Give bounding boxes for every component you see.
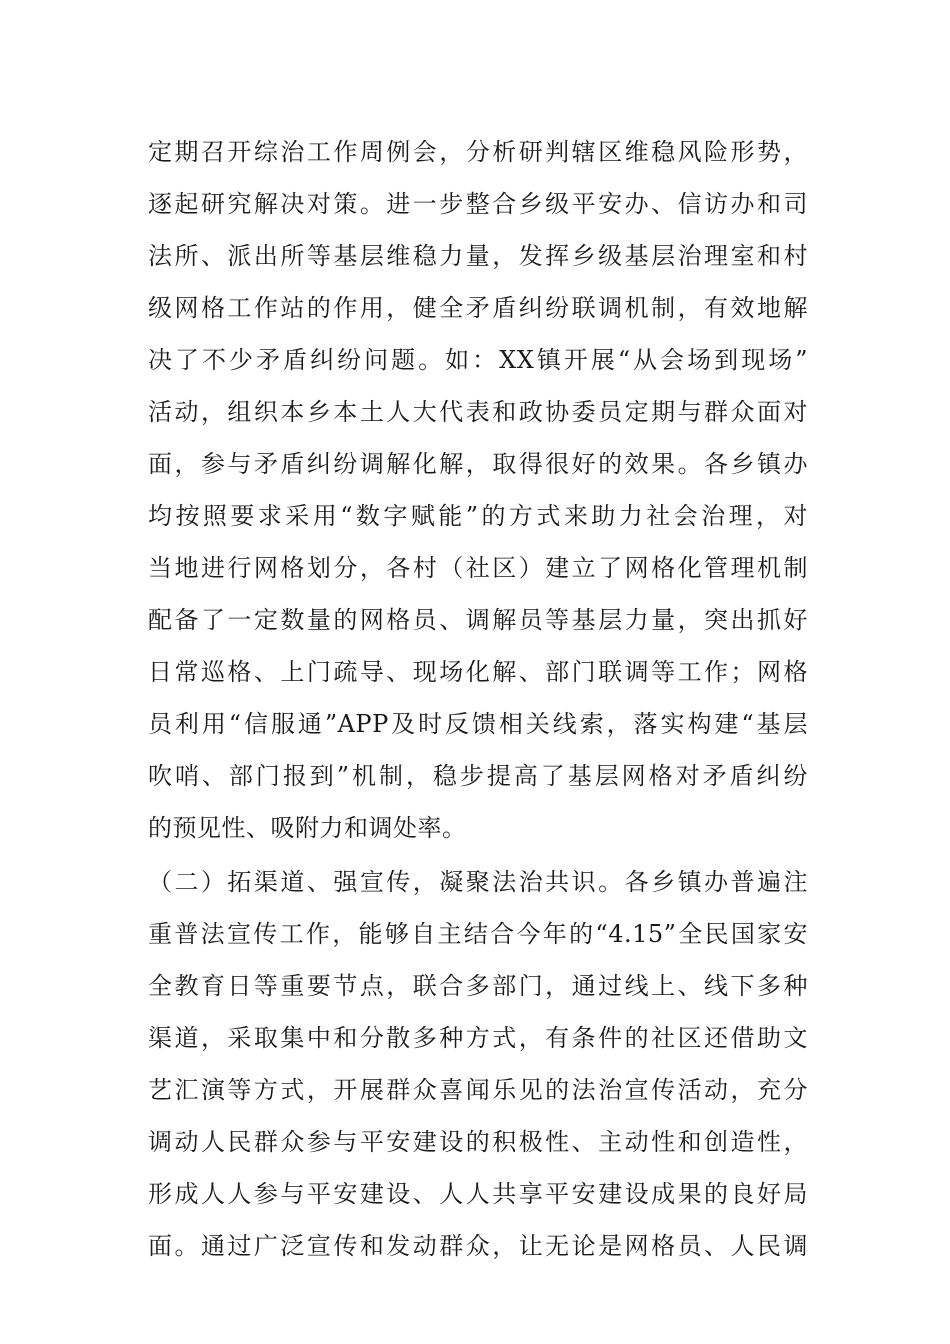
paragraph-line: 全教育日等重要节点，联合多部门，通过线上、线下多种 bbox=[148, 972, 808, 1000]
paragraph-line: 形成人人参与平安建设、人人共享平安建设成果的良好局 bbox=[148, 1180, 808, 1208]
paragraph-line: 活动，组织本乡本土人大代表和政协委员定期与群众面对 bbox=[148, 398, 808, 426]
paragraph-line: 渠道，采取集中和分散多种方式，有条件的社区还借助文 bbox=[148, 1024, 808, 1052]
paragraph-line: 日常巡格、上门疏导、现场化解、部门联调等工作；网格 bbox=[148, 658, 808, 686]
paragraph-2 bbox=[148, 856, 808, 1272]
paragraph-line: 的预见性、吸附力和调处率。 bbox=[148, 814, 467, 842]
paragraph-1 bbox=[148, 126, 808, 854]
paragraph-line: 法所、派出所等基层维稳力量，发挥乡级基层治理室和村 bbox=[148, 242, 808, 270]
document-body bbox=[148, 126, 808, 1272]
paragraph-line: 配备了一定数量的网格员、调解员等基层力量，突出抓好 bbox=[148, 606, 808, 634]
paragraph-line: 决了不少矛盾纠纷问题。如：XX镇开展“从会场到现场” bbox=[148, 346, 808, 374]
paragraph-line: 面，参与矛盾纠纷调解化解，取得很好的效果。各乡镇办 bbox=[148, 450, 808, 478]
paragraph-line: 均按照要求采用“数字赋能”的方式来助力社会治理，对 bbox=[148, 502, 808, 530]
paragraph-line: 逐起研究解决对策。进一步整合乡级平安办、信访办和司 bbox=[148, 190, 808, 218]
paragraph-line: 级网格工作站的作用，健全矛盾纠纷联调机制，有效地解 bbox=[148, 294, 808, 322]
paragraph-line: （二）拓渠道、强宣传，凝聚法治共识。各乡镇办普遍注 bbox=[148, 868, 808, 896]
paragraph-line: 当地进行网格划分，各村（社区）建立了网格化管理机制 bbox=[148, 554, 808, 582]
paragraph-line: 员利用“信服通”APP及时反馈相关线索，落实构建“基层 bbox=[148, 710, 808, 738]
paragraph-line: 面。通过广泛宣传和发动群众，让无论是网格员、人民调 bbox=[148, 1232, 808, 1260]
paragraph-line: 重普法宣传工作，能够自主结合今年的“4.15”全民国家安 bbox=[148, 920, 808, 948]
paragraph-line: 艺汇演等方式，开展群众喜闻乐见的法治宣传活动，充分 bbox=[148, 1076, 808, 1104]
paragraph-line: 吹哨、部门报到”机制，稳步提高了基层网格对矛盾纠纷 bbox=[148, 762, 808, 790]
paragraph-line: 调动人民群众参与平安建设的积极性、主动性和创造性， bbox=[148, 1128, 808, 1156]
paragraph-line: 定期召开综治工作周例会，分析研判辖区维稳风险形势， bbox=[148, 138, 808, 166]
